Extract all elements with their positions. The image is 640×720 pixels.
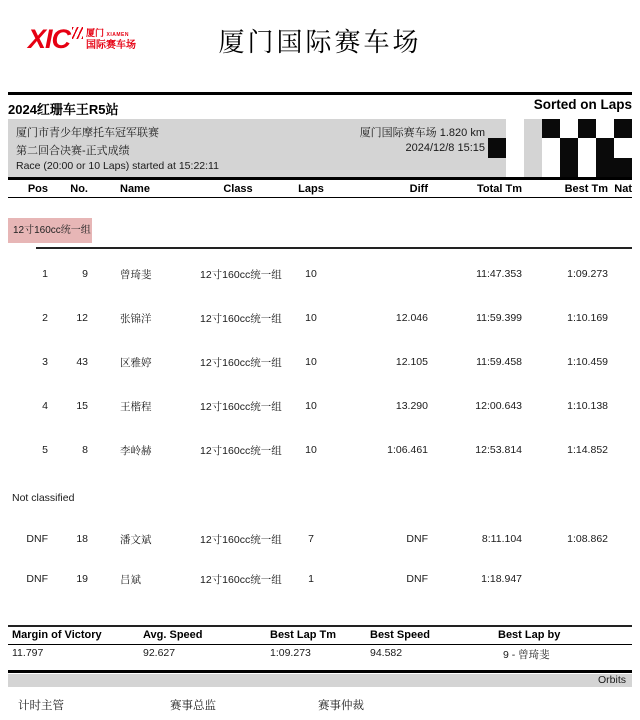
event-title: 2024红珊车王R5站 [8,102,119,117]
stats-header [8,629,632,643]
stat-bestlap-label: Best Lap Tm [270,629,337,641]
divider-group-bottom [36,247,632,249]
checkered-flag-icon [488,119,632,177]
cell-no: 43 [76,356,88,368]
flag-cell [506,119,524,138]
col-class: Class [223,182,253,195]
flag-cell [524,138,542,157]
flag-cell [506,138,524,157]
dnf-rows [8,519,632,599]
cell-pos: 4 [42,400,48,412]
cell-name: 李岭赫 [120,444,152,457]
race-start-note: Race (20:00 or 10 Laps) started at 15:22:11 [16,160,219,172]
stats-values [8,647,632,661]
flag-cell [596,138,614,157]
flag-cell [488,138,506,157]
cell-laps: 10 [305,356,317,368]
cell-diff: 1:06.461 [387,444,428,456]
official-steward: 赛事仲裁 [318,700,364,712]
cell-pos: 5 [42,444,48,456]
logo-cn-line2: 国际赛车场 [86,40,137,51]
cell-total: 12:00.643 [475,400,522,412]
col-diff: Diff [409,182,428,195]
cell-class: 12寸160cc统一组 [200,533,282,546]
page-title: 厦门国际赛车场 [218,28,422,58]
cell-class: 12寸160cc统一组 [200,312,282,325]
cell-laps: 1 [308,573,314,585]
stat-avgspeed-value: 92.627 [143,647,176,659]
divider-stats-mid [8,644,632,645]
flag-cell [542,138,560,157]
orbits-label: Orbits [597,674,626,686]
flag-cell [560,158,578,177]
cell-best: 1:08.862 [567,533,608,545]
flag-cell [578,158,596,177]
cell-pos: DNF [26,533,48,545]
results-rows [8,252,632,472]
col-best-tm: Best Tm [564,182,608,195]
session-datetime: 2024/12/8 15:15 [405,142,485,154]
cell-best: 1:14.852 [567,444,608,456]
cell-diff: 13.290 [395,400,428,412]
cell-no: 8 [82,444,88,456]
cell-no: 18 [76,533,88,545]
cell-best: 1:10.169 [567,312,608,324]
cell-laps: 10 [305,312,317,324]
table-header [8,181,632,196]
flag-cell [614,138,632,157]
cell-class: 12寸160cc统一组 [200,356,282,369]
flag-cell [542,158,560,177]
cell-no: 9 [82,268,88,280]
stat-bestlapby-value: 9 - 曾琦斐 [503,649,550,661]
official-race-director: 赛事总监 [170,700,216,712]
col-no: No. [70,182,88,195]
track-length: 厦门国际赛车场 1.820 km [359,127,485,139]
dnf-row [8,559,632,599]
cell-no: 15 [76,400,88,412]
col-nat: Nat [614,182,632,195]
cell-class: 12寸160cc统一组 [200,400,282,413]
cell-diff: 12.105 [395,356,428,368]
xic-logo-text: XIC [28,24,71,54]
cell-laps: 7 [308,533,314,545]
divider-info-bottom [8,177,632,180]
divider-top [8,92,632,95]
flag-cell [542,119,560,138]
orbits-bar [8,674,632,687]
cell-total: 12:53.814 [475,444,522,456]
logo-en-text: XIAMEN [106,32,129,38]
cell-diff: DNF [406,573,428,585]
stat-bestspeed-label: Best Speed [370,629,430,641]
cell-laps: 10 [305,400,317,412]
cell-name: 张锦洋 [120,312,152,325]
stat-avgspeed-label: Avg. Speed [143,629,203,641]
flag-cell [560,138,578,157]
cell-pos: DNF [26,573,48,585]
cell-no: 12 [76,312,88,324]
divider-stats-top [8,625,632,627]
cell-class: 12寸160cc统一组 [200,573,282,586]
cell-best: 1:09.273 [567,268,608,280]
col-pos: Pos [27,182,48,195]
flag-cell [578,138,596,157]
cell-total: 1:18.947 [481,573,522,585]
cell-pos: 1 [42,268,48,280]
cell-total: 11:47.353 [476,268,522,280]
dnf-row [8,519,632,559]
sort-order-label: Sorted on Laps [533,97,632,112]
session-name: 第二回合决赛-正式成绩 [16,145,130,157]
cell-total: 8:11.104 [481,533,522,545]
series-name: 厦门市青少年摩托车冠军联赛 [16,127,159,139]
col-total-tm: Total Tm [476,182,522,195]
result-row [8,384,632,428]
cell-laps: 10 [305,444,317,456]
class-group-badge: 12寸160cc统一组 [8,218,92,243]
divider-header-bottom [8,197,632,198]
flag-cell [524,119,542,138]
stat-margin-label: Margin of Victory [12,629,102,641]
stat-bestlap-value: 1:09.273 [270,647,311,659]
cell-best: 1:10.138 [567,400,608,412]
officials-row [0,697,640,713]
cell-total: 11:59.399 [476,312,522,324]
info-panel [8,119,632,177]
cell-name: 曾琦斐 [120,268,152,281]
flag-cell [560,119,578,138]
cell-best: 1:10.459 [567,356,608,368]
not-classified-label: Not classified [12,492,75,504]
cell-name: 区雅婷 [120,356,152,369]
cell-pos: 2 [42,312,48,324]
flag-cell [506,158,524,177]
cell-laps: 10 [305,268,317,280]
stat-bestlapby-label: Best Lap by [498,629,561,641]
stat-margin-value: 11.797 [12,647,44,659]
flag-cell [614,158,632,177]
divider-bottom [8,670,632,673]
cell-total: 11:59.458 [476,356,522,368]
logo-cn-line1: 厦门 [86,28,105,38]
col-laps: Laps [298,182,324,195]
flag-cell [596,119,614,138]
flag-cell [578,119,596,138]
result-row [8,428,632,472]
flag-cell [524,158,542,177]
cell-diff: DNF [406,533,428,545]
cell-no: 19 [76,573,88,585]
flag-cell [488,119,506,138]
cell-class: 12寸160cc统一组 [200,444,282,457]
cell-name: 王楷程 [120,400,152,413]
stat-bestspeed-value: 94.582 [370,647,403,659]
result-row [8,252,632,296]
cell-name: 潘文斌 [120,533,152,546]
cell-name: 吕斌 [120,573,141,586]
flag-cell [614,119,632,138]
result-row [8,340,632,384]
col-name: Name [120,182,150,195]
flag-cell [488,158,506,177]
result-row [8,296,632,340]
cell-pos: 3 [42,356,48,368]
official-timekeeper: 计时主管 [18,700,64,712]
cell-diff: 12.046 [395,312,428,324]
cell-class: 12寸160cc统一组 [200,268,282,281]
flag-cell [596,158,614,177]
